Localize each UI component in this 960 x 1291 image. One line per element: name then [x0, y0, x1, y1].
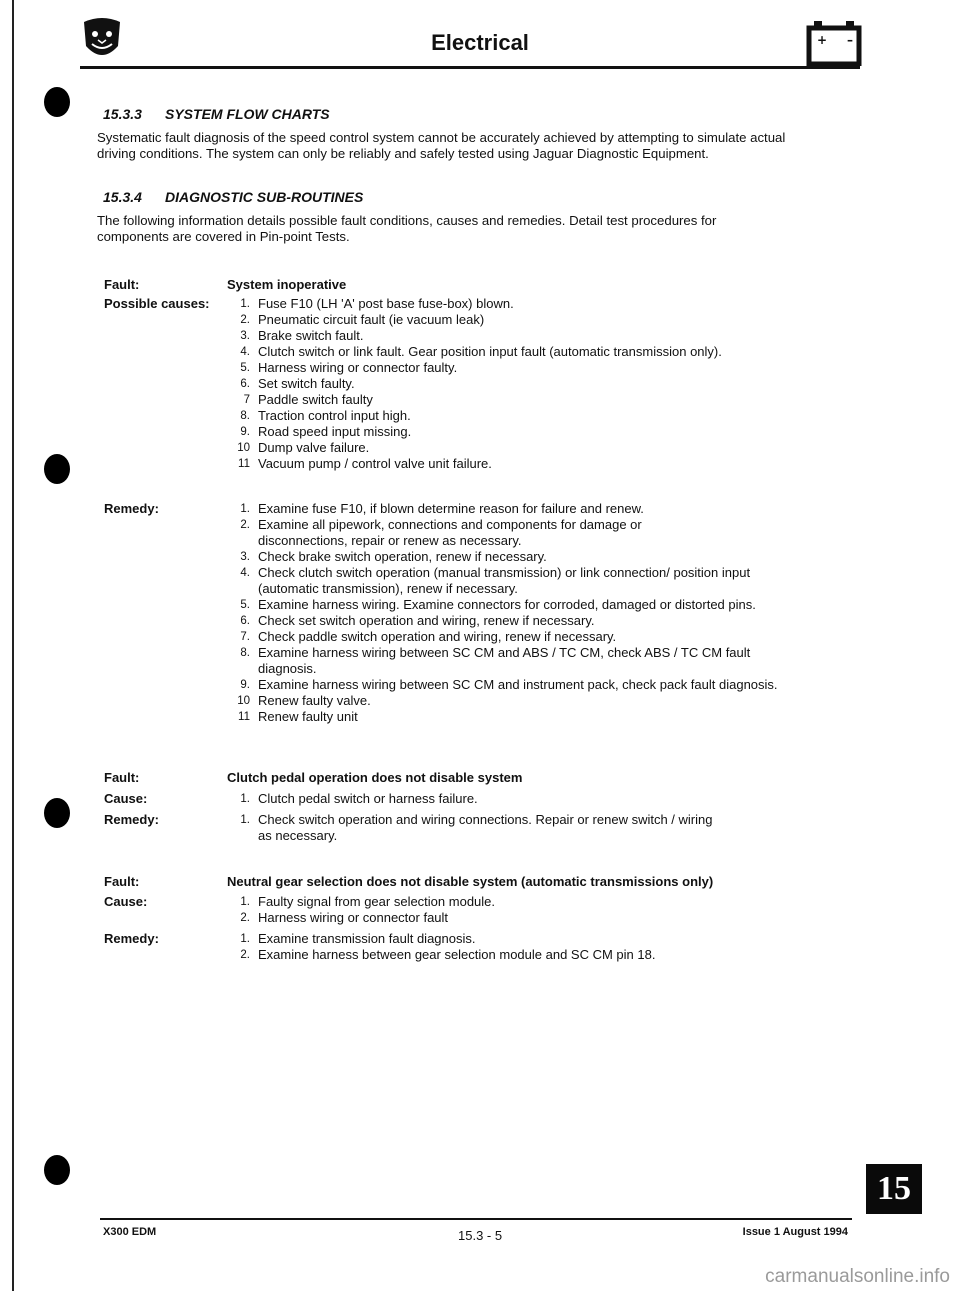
svg-text:+: +: [817, 33, 828, 47]
list-item: 2. Examine harness between gear selection module and SC CM pin 18.: [240, 947, 656, 962]
cause-label: Cause:: [104, 894, 148, 909]
list-item: 3. Check brake switch operation, renew if necessary.: [240, 549, 547, 564]
cause-label: Cause:: [104, 791, 148, 806]
section-tab: 15: [866, 1164, 922, 1214]
fault-label: Fault:: [104, 770, 140, 785]
list-item: 1. Examine fuse F10, if blown determine reason for failure and renew.: [240, 501, 644, 516]
punch-hole: [44, 798, 70, 828]
list-item: 4. Clutch switch or link fault. Gear position input fault (automatic transmission only).: [240, 344, 722, 359]
issue-date: Issue 1 August 1994: [742, 1226, 848, 1238]
section-number: 15.3.3: [103, 106, 142, 122]
fault-label: Fault:: [104, 874, 140, 889]
section-heading: SYSTEM FLOW CHARTS: [165, 106, 330, 122]
list-item: 8. Traction control input high.: [240, 408, 411, 423]
list-item: 6. Set switch faulty.: [240, 376, 355, 391]
footer-rule: [100, 1218, 852, 1220]
possible-causes-label: Possible causes:: [104, 296, 210, 311]
header-rule: [80, 66, 860, 69]
list-item: 8. Examine harness wiring between SC CM and ABS / TC CM, check ABS / TC CM fault: [240, 645, 751, 660]
punch-hole: [44, 454, 70, 484]
list-item: 1. Clutch pedal switch or harness failure.: [240, 791, 478, 806]
list-item: 1. Fuse F10 (LH 'A' post base fuse-box) blown.: [240, 296, 514, 311]
list-item: 2. Pneumatic circuit fault (ie vacuum leak): [240, 312, 485, 327]
binding-edge-line: [12, 0, 14, 1291]
list-item: 10 Dump valve failure.: [237, 440, 370, 455]
list-item: 6. Check set switch operation and wiring, renew if necessary.: [240, 613, 595, 628]
footer-doc-code: X300 EDM: [103, 1226, 157, 1238]
section-heading: DIAGNOSTIC SUB-ROUTINES: [165, 189, 364, 205]
list-item: 11 Vacuum pump / control valve unit failure.: [238, 456, 492, 471]
remedy-label: Remedy:: [104, 931, 159, 946]
fault-title: Clutch pedal operation does not disable system: [227, 770, 523, 785]
svg-text:–: –: [847, 33, 853, 47]
page-title: Electrical: [431, 30, 529, 55]
list-item: (automatic transmission), renew if necessary.: [258, 581, 518, 596]
list-item: 1. Faulty signal from gear selection module.: [240, 894, 496, 909]
section-paragraph: The following information details possible fault conditions, causes and remedies. Detail test procedures for components are covered in Pin-point Tests.: [97, 213, 717, 244]
list-item: 2. Examine all pipework, connections and components for damage or: [240, 517, 642, 532]
list-item: 5. Examine harness wiring. Examine connectors for corroded, damaged or distorted pins.: [240, 597, 756, 612]
watermark: carmanualsonline.info: [765, 1266, 950, 1287]
battery-icon: [806, 18, 862, 66]
section-number: 15.3.4: [103, 189, 142, 205]
page-number: 15.3 - 5: [458, 1228, 503, 1243]
list-item: 2. Harness wiring or connector fault: [240, 910, 449, 925]
fault-title: System inoperative: [227, 277, 347, 292]
section-paragraph: Systematic fault diagnosis of the speed control system cannot be accurately achieved by attempting to simulate actual driving conditions. The system can only be reliably and safely tested using Jaguar Diagnostic Equipment.: [97, 130, 786, 161]
list-item: disconnections, repair or renew as necessary.: [258, 533, 522, 548]
list-item: 10 Renew faulty valve.: [237, 693, 371, 708]
list-item: 3. Brake switch fault.: [240, 328, 364, 343]
fault-label: Fault:: [104, 277, 140, 292]
list-item: 4. Check clutch switch operation (manual transmission) or link connection/ position input: [240, 565, 751, 580]
remedy-label: Remedy:: [104, 501, 159, 516]
list-item: 7. Check paddle switch operation and wiring, renew if necessary.: [240, 629, 617, 644]
list-item: 7 Paddle switch faulty: [243, 392, 373, 407]
list-item: diagnosis.: [258, 661, 317, 676]
fault-title: Neutral gear selection does not disable system (automatic transmissions only): [227, 874, 714, 889]
remedy-label: Remedy:: [104, 812, 159, 827]
punch-hole: [44, 1155, 70, 1185]
list-item: as necessary.: [258, 828, 338, 843]
punch-hole: [44, 87, 70, 117]
list-item: 5. Harness wiring or connector faulty.: [240, 360, 458, 375]
list-item: 1. Examine transmission fault diagnosis.: [240, 931, 476, 946]
list-item: 11 Renew faulty unit: [238, 709, 358, 724]
list-item: 9. Examine harness wiring between SC CM and instrument pack, check pack fault diagnosis.: [240, 677, 778, 692]
list-item: 9. Road speed input missing.: [240, 424, 412, 439]
list-item: 1. Check switch operation and wiring connections. Repair or renew switch / wiring: [240, 812, 713, 827]
